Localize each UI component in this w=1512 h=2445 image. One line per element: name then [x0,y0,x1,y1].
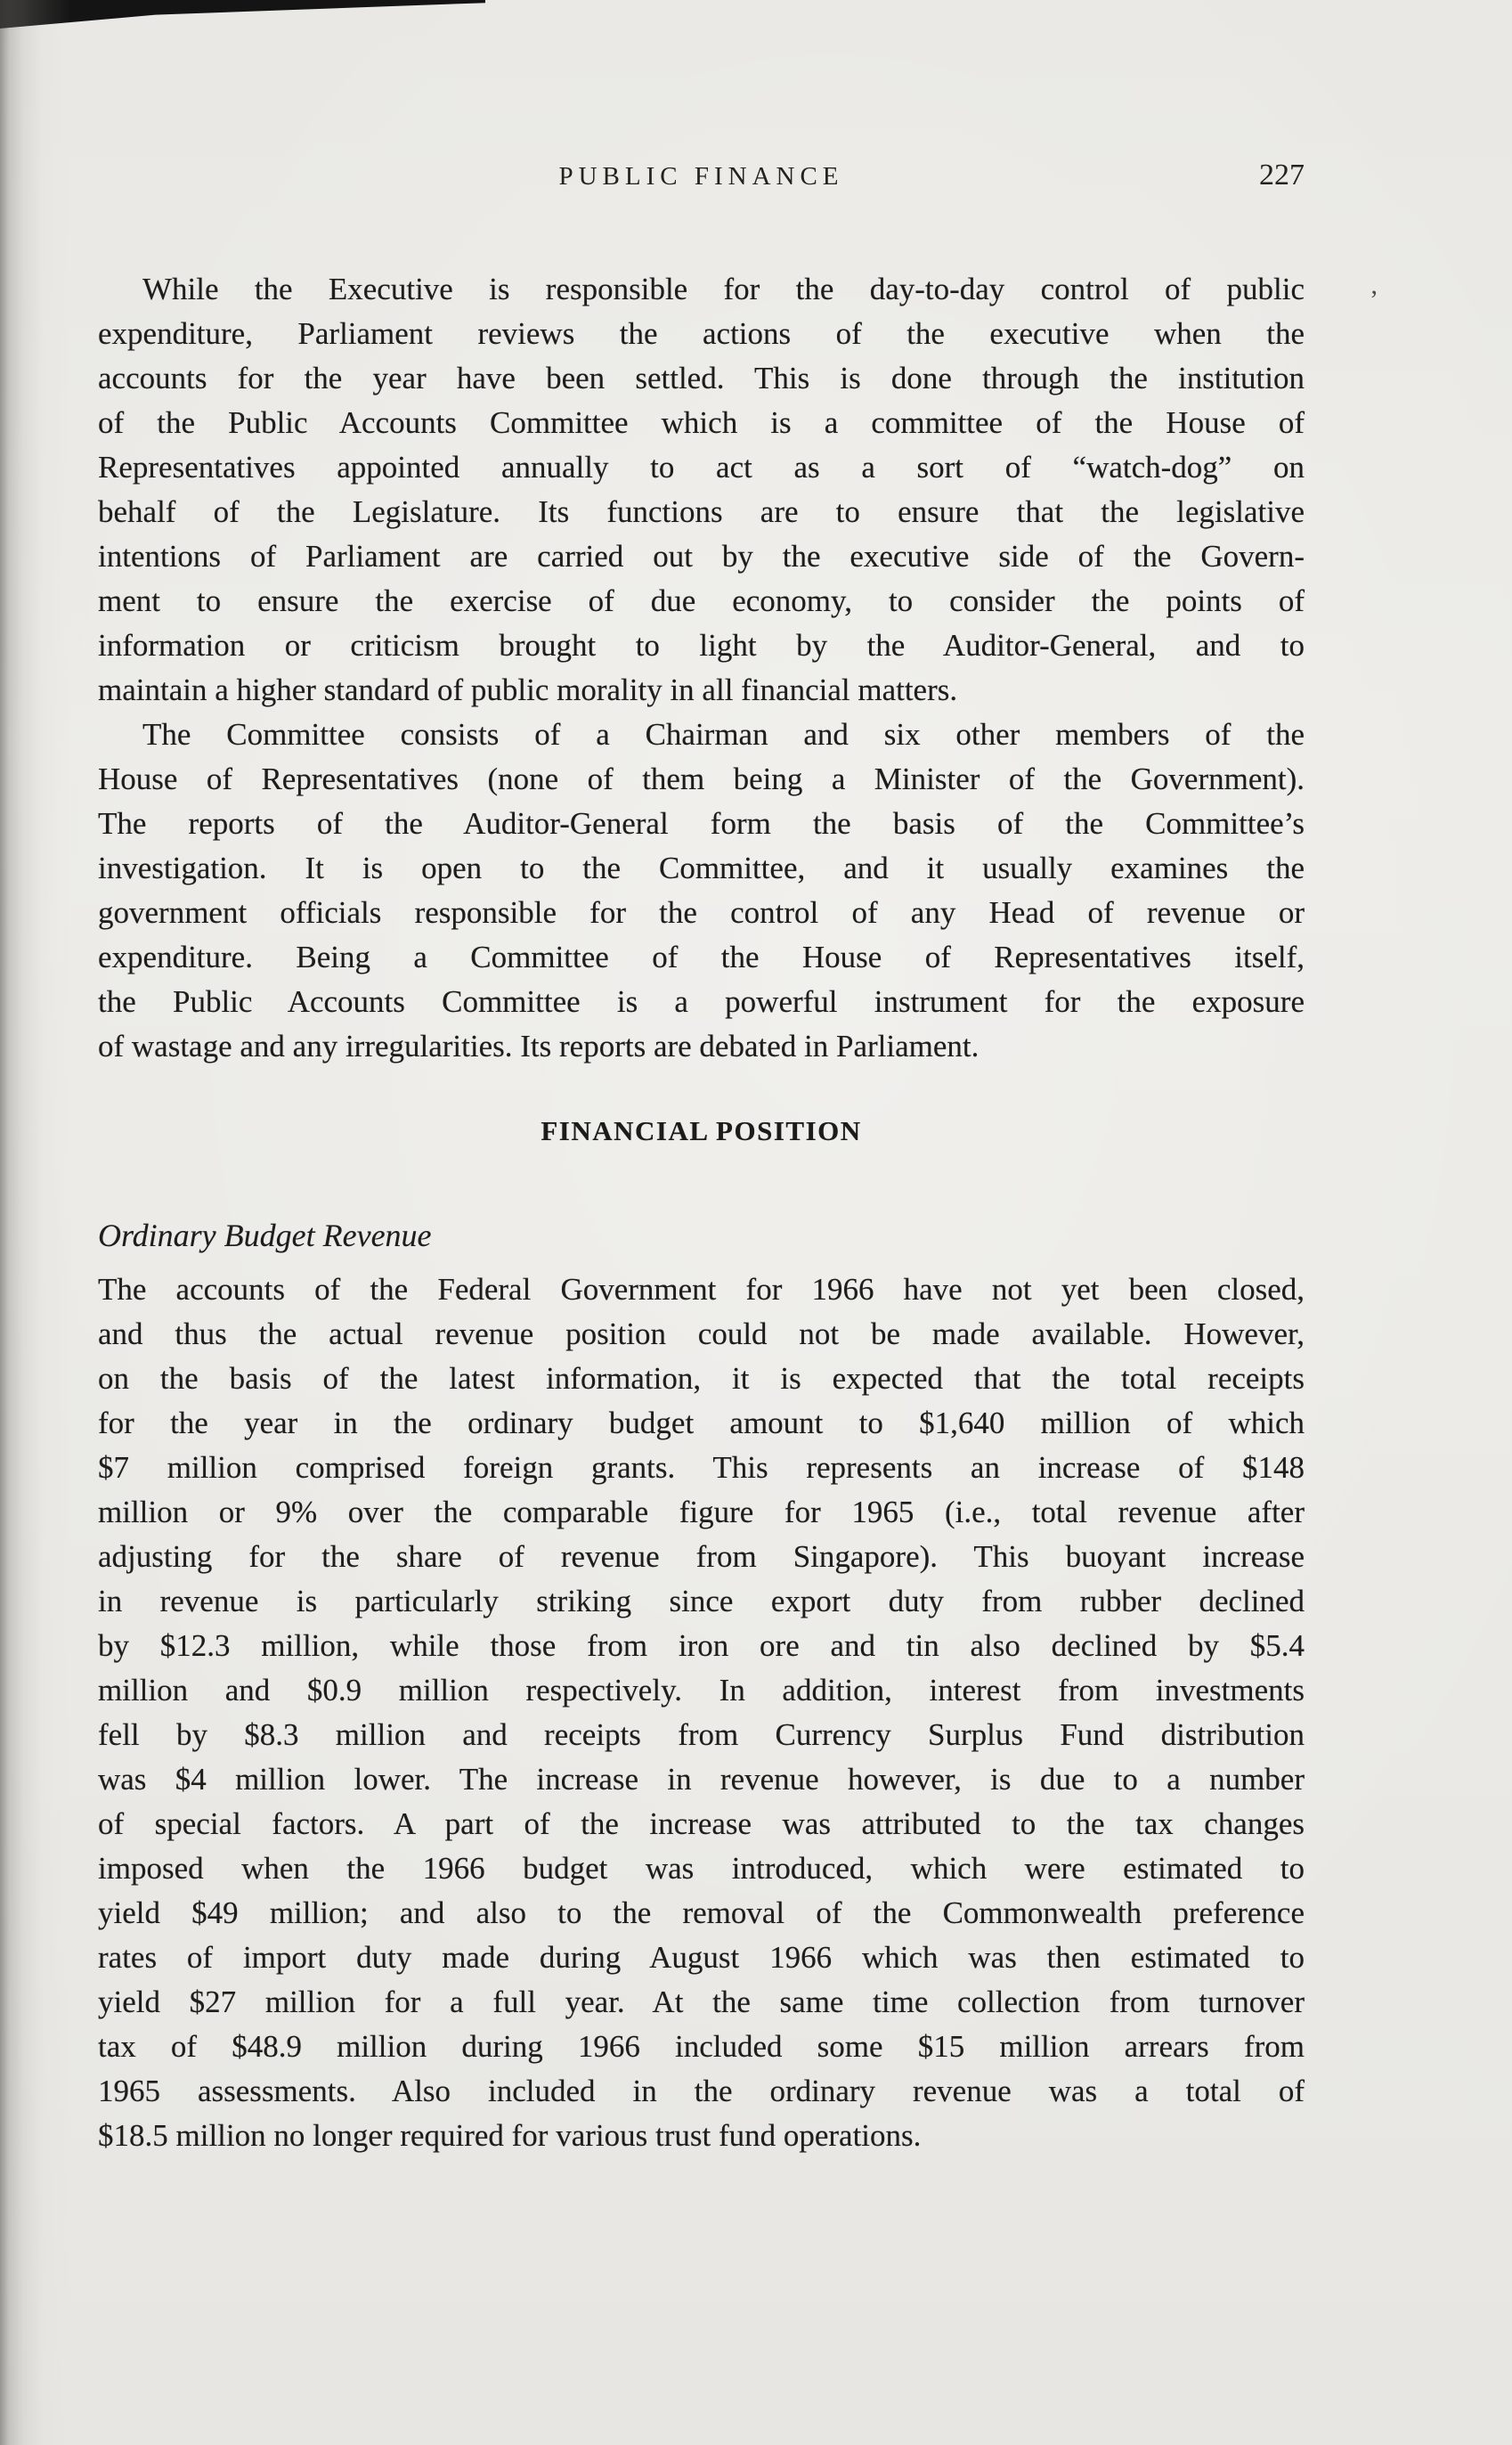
text-line: was $4 million lower. The increase in revenue however, is due to a number [98,1762,1305,1797]
text-line: imposed when the 1966 budget was introduced, which were estimated to [98,1851,1305,1886]
scan-bed-corner [0,0,485,29]
text-line: of special factors. A part of the increase was attributed to the tax changes [98,1806,1305,1841]
text-line: government officials responsible for the control of any Head of revenue or [98,895,1305,930]
paragraph-committee-composition [98,713,1305,1069]
text-line: million or 9% over the comparable figure for 1965 (i.e., total revenue after [98,1495,1305,1529]
text-line: The reports of the Auditor-General form the basis of the Committee’s [98,806,1305,841]
text-line: intentions of Parliament are carried out by the executive side of the Govern- [98,539,1305,574]
text-line: While the Executive is responsible for the day-to-day control of public [142,272,1305,306]
text-line: million and $0.9 million respectively. In addition, interest from investments [98,1673,1305,1707]
text-line: maintain a higher standard of public morality in all financial matters. [98,672,958,707]
text-line: 1965 assessments. Also included in the ordinary revenue was a total of [98,2074,1305,2108]
text-line: tax of $48.9 million during 1966 included some $15 million arrears from [98,2029,1305,2064]
text-line: $7 million comprised foreign grants. This represents an increase of $148 [98,1450,1305,1485]
running-head [98,159,1305,201]
text-line: expenditure. Being a Committee of the House of Representatives itself, [98,940,1305,974]
text-line: expenditure, Parliament reviews the actions of the executive when the [98,316,1305,351]
text-line: adjusting for the share of revenue from Singapore). This buoyant increase [98,1539,1305,1574]
text-line: Representatives appointed annually to act as a sort of “watch-dog” on [98,450,1305,485]
text-line: information or criticism brought to light by the Auditor-General, and to [98,628,1305,663]
paragraph-ordinary-budget-revenue [98,1267,1305,2158]
page-number: 227 [1259,159,1305,192]
text-line: behalf of the Legislature. Its functions are to ensure that the legislative [98,494,1305,529]
section-heading-financial-position: FINANCIAL POSITION [541,1115,862,1146]
paragraph-executive-control [98,267,1305,713]
text-line: in revenue is particularly striking since export duty from rubber declined [98,1584,1305,1618]
text-line: $18.5 million no longer required for various trust fund operations. [98,2118,922,2153]
text-line: House of Representatives (none of them being a Minister of the Government). [98,762,1305,796]
text-line: The Committee consists of a Chairman and six other members of the [142,717,1305,752]
text-line: the Public Accounts Committee is a powerful instrument for the exposure [98,984,1305,1019]
text-line: accounts for the year have been settled. This is done through the institution [98,361,1305,395]
text-line: yield $27 million for a full year. At the same time collection from turnover [98,1985,1305,2019]
scan-speck: ’ [1370,285,1378,314]
text-line: investigation. It is open to the Committee, and it usually examines the [98,851,1305,885]
text-line: by $12.3 million, while those from iron ore and tin also declined by $5.4 [98,1628,1305,1663]
text-line: for the year in the ordinary budget amount to $1,640 million of which [98,1406,1305,1440]
text-line: rates of import duty made during August 1966 which was then estimated to [98,1940,1305,1975]
text-line: The accounts of the Federal Government for 1966 have not yet been closed, [98,1272,1305,1307]
text-line: of the Public Accounts Committee which is a committee of the House of [98,405,1305,440]
text-line: ment to ensure the exercise of due economy, to consider the points of [98,583,1305,618]
text-line: on the basis of the latest information, it is expected that the total receipts [98,1361,1305,1396]
text-line: of wastage and any irregularities. Its reports are debated in Parliament. [98,1029,980,1064]
running-header-title: PUBLIC FINANCE [558,162,844,191]
section-subheading-ordinary-budget-revenue: Ordinary Budget Revenue [98,1218,432,1253]
text-line: yield $49 million; and also to the removal of the Commonwealth preference [98,1895,1305,1930]
text-line: and thus the actual revenue position could not be made available. However, [98,1316,1305,1351]
text-line: fell by $8.3 million and receipts from Currency Surplus Fund distribution [98,1717,1305,1752]
binding-shadow [0,0,71,2445]
